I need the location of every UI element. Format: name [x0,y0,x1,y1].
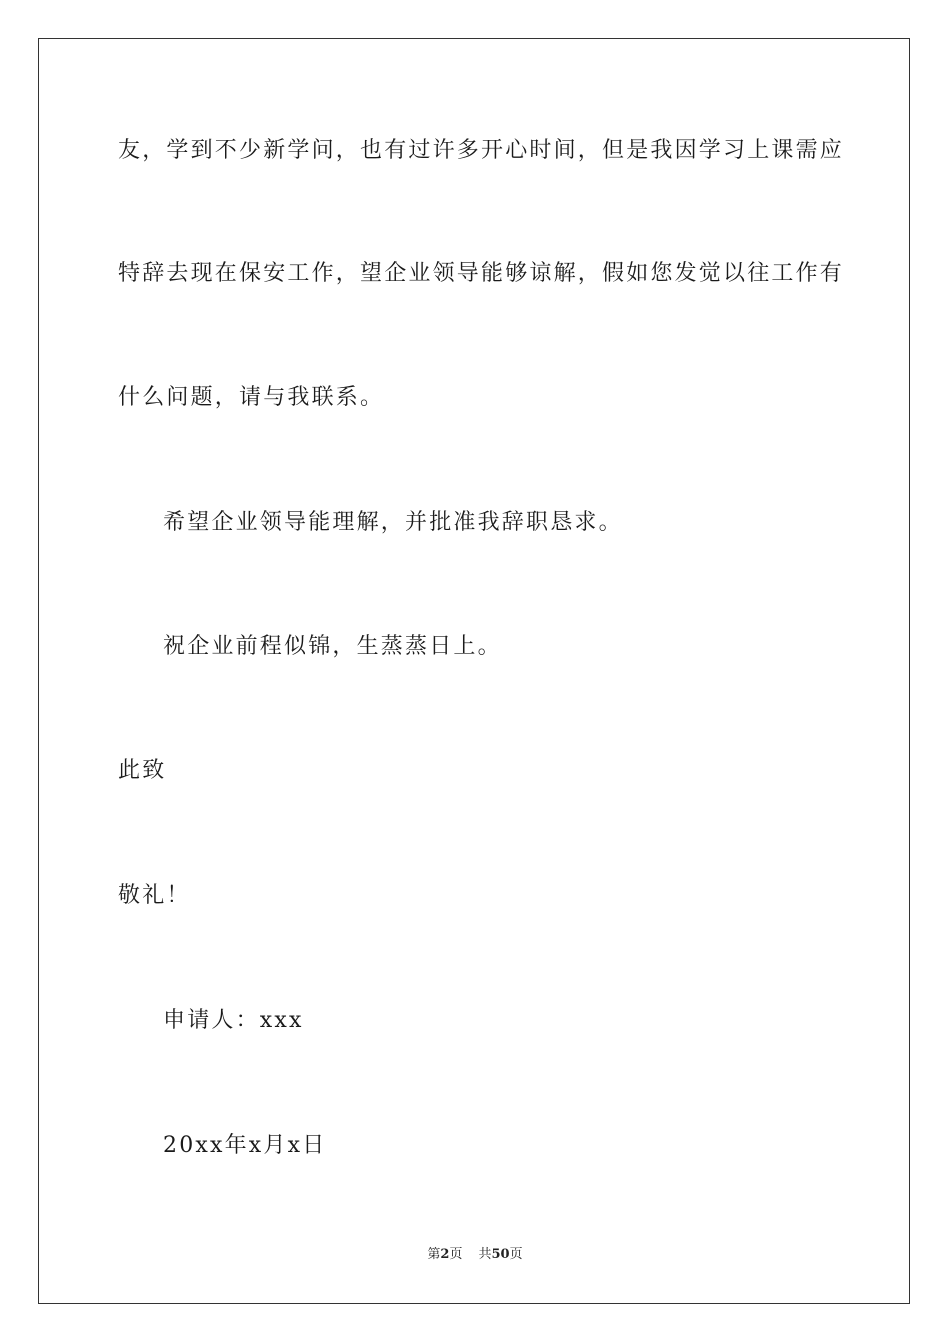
page-prefix: 第 [427,1247,441,1262]
page-border [38,38,910,1304]
page-suffix: 页 [449,1247,463,1262]
page-footer [0,1246,950,1264]
body-line-4: 希望企业领导能理解，并批准我辞职恳求。 [163,510,623,535]
body-line-1: 友，学到不少新学问，也有过许多开心时间，但是我因学习上课需应 [118,138,845,163]
body-line-3: 什么问题，请与我联系。 [118,385,385,410]
body-line-2: 特辞去现在保安工作，望企业领导能够谅解，假如您发觉以往工作有 [118,261,845,286]
total-pages: 50 [491,1247,510,1262]
total-suffix: 页 [509,1247,523,1262]
body-line-5: 祝企业前程似锦，生蒸蒸日上。 [163,634,502,659]
closing-regards: 敬礼！ [118,883,191,908]
page-number: 2 [440,1247,450,1262]
closing-salutation: 此致 [118,758,167,783]
applicant-signature: 申请人：xxx [163,1008,304,1033]
letter-date: 20xx年x月x日 [163,1133,327,1158]
total-prefix: 共 [478,1247,492,1262]
